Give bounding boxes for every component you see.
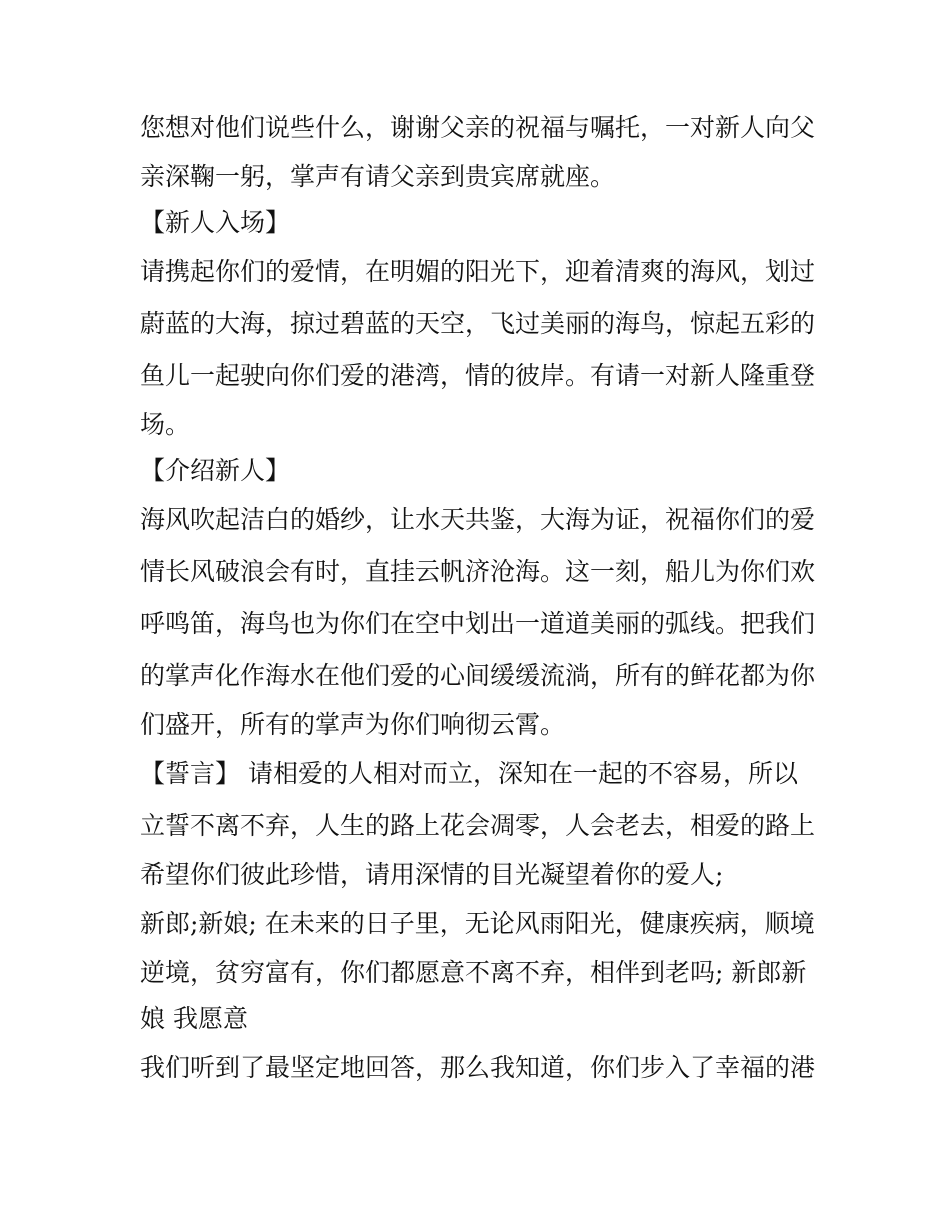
section-heading-vows: 【誓言】 请相爱的人相对而立，深知在一起的不容易，所以 <box>140 759 798 788</box>
text-line: 希望你们彼此珍惜，请用深情的目光凝望着你的爱人; <box>140 860 724 889</box>
text-line: 情长风破浪会有时，直挂云帆济沧海。这一刻，船儿为你们欢 <box>140 557 816 586</box>
text-line: 立誓不离不弃，人生的路上花会凋零，人会老去，相爱的路上 <box>140 811 816 840</box>
text-line: 蔚蓝的大海，掠过碧蓝的天空，飞过美丽的海鸟，惊起五彩的 <box>140 309 816 338</box>
text-line: 请携起你们的爱情，在明媚的阳光下，迎着清爽的海风，划过 <box>140 257 816 286</box>
text-line: 我们听到了最坚定地回答，那么我知道，你们步入了幸福的港 <box>140 1053 816 1082</box>
text-line: 海风吹起洁白的婚纱，让水天共鉴，大海为证，祝福你们的爱 <box>140 505 816 534</box>
text-line: 您想对他们说些什么，谢谢父亲的祝福与嘱托，一对新人向父 <box>140 113 816 142</box>
section-heading-introduction: 【介绍新人】 <box>140 456 291 485</box>
text-line: 逆境，贫穷富有，你们都愿意不离不弃，相伴到老吗; 新郎新 <box>140 958 807 987</box>
text-line: 亲深鞠一躬，掌声有请父亲到贵宾席就座。 <box>140 162 616 191</box>
text-line: 们盛开，所有的掌声为你们响彻云霄。 <box>140 710 566 739</box>
text-line: 新郎;新娘; 在未来的日子里，无论风雨阳光，健康疾病，顺境 <box>140 909 815 938</box>
text-line: 场。 <box>140 410 191 439</box>
section-heading-entrance: 【新人入场】 <box>140 208 291 237</box>
document-body <box>140 102 820 1094</box>
text-line: 娘 我愿意 <box>140 1004 248 1033</box>
text-line: 呼鸣笛，海鸟也为你们在空中划出一道道美丽的弧线。把我们 <box>140 609 816 638</box>
text-line: 的掌声化作海水在他们爱的心间缓缓流淌，所有的鲜花都为你 <box>140 661 816 690</box>
text-line: 鱼儿一起驶向你们爱的港湾，情的彼岸。有请一对新人隆重登 <box>140 361 816 390</box>
